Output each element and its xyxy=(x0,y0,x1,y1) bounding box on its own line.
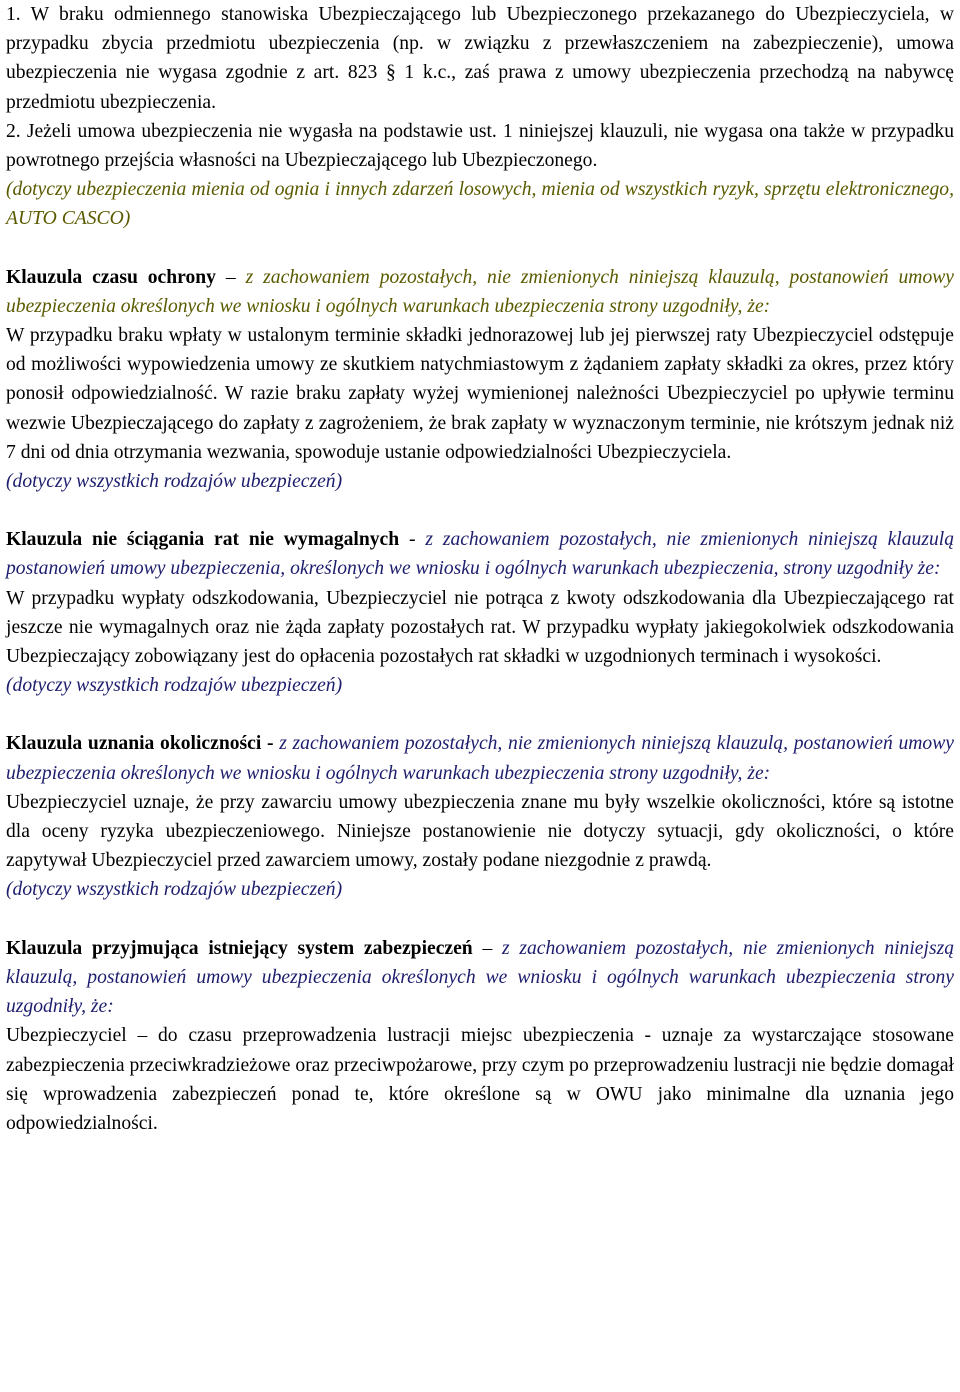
paragraph-1: 1. W braku odmiennego stanowiska Ubezpieczającego lub Ubezpieczonego przekazanego do Ubezpieczyciela, w przypadku zbycia przedmiotu ubezpieczenia (np. w związku z przewłaszczeniem na zabezpieczenie), umowa ubezpieczenia nie wygasa zgodnie z art. 823 § 1 k.c., zaś prawa z umowy ubezpieczenia przechodzą na nabywcę przedmiotu ubezpieczenia. xyxy=(6,4,954,113)
clause-body: Ubezpieczyciel – do czasu przeprowadzenia lustracji miejsc ubezpieczenia - uznaje za wystarczające stosowane zabezpieczenia przeciwkradzieżowe oraz przeciwpożarowe, przy czym po przeprowadzeniu lustracji nie będzie domagał się wprowadzenia zabezpieczeń ponad te, które określone są w OWU jako minimalne dla uznania jego odpowiedzialności. xyxy=(6,1025,954,1134)
paragraph-2: 2. Jeżeli umowa ubezpieczenia nie wygasła na podstawie ust. 1 niniejszej klauzuli, nie wygasa ona także w przypadku powrotnego przejścia własności na Ubezpieczającego lub Ubezpieczonego. xyxy=(6,120,954,172)
spacer xyxy=(6,234,954,263)
clause-separator: – xyxy=(472,937,502,959)
clause-separator: - xyxy=(399,529,426,551)
spacer xyxy=(6,905,954,934)
clause-heading xyxy=(6,934,954,1022)
clause-recognition-of-circumstances xyxy=(6,729,954,904)
clause-existing-security-system xyxy=(6,934,954,1138)
clause-time-of-protection xyxy=(6,263,954,497)
clause-intro: z zachowaniem pozostałych, nie zmienionych niniejszą klauzulą, postanowień umowy ubezpieczenia określonych we wniosku i ogólnych warunkach ubezpieczenia strony uzgodniły, że: xyxy=(6,266,955,317)
clause-intro: z zachowaniem pozostałych, nie zmienionych niniejszą klauzulą, postanowień umowy ubezpieczenia określonych we wniosku i ogólnych warunkach ubezpieczenia strony uzgodniły, że: xyxy=(6,937,954,1018)
clause-separator: - xyxy=(261,733,280,755)
clause-body: W przypadku braku wpłaty w ustalonym terminie składki jednorazowej lub jej pierwszej raty Ubezpieczyciel odstępuje od możliwości wypowiedzenia umowy ze skutkiem natychmiastowym z żądaniem zapłaty składki za okres, przez który ponosił odpowiedzialność. W razie braku zapłaty wyżej wymienionej należności Ubezpieczyciel po upływie terminu wezwie Ubezpieczającego do zapłaty z zagrożeniem, że brak zapłaty w wyznaczonym terminie, nie krótszym jednak niż 7 dni od dnia otrzymania wezwania, spowoduje ustanie odpowiedzialności Ubezpieczyciela. xyxy=(6,325,954,463)
applies-note: (dotyczy ubezpieczenia mienia od ognia i innych zdarzeń losowych, mienia od wszystkich ryzyk, sprzętu elektronicznego, AUTO CASCO) xyxy=(6,179,954,230)
clause-title: Klauzula czasu ochrony xyxy=(6,266,216,288)
clause-intro: z zachowaniem pozostałych, nie zmienionych niniejszą klauzulą postanowień umowy ubezpieczenia, określonych we wniosku i ogólnych warunkach ubezpieczenia, strony uzgodniły że: xyxy=(6,529,955,580)
clause-heading xyxy=(6,525,954,583)
spacer xyxy=(6,700,954,729)
clause-no-collection-of-installments xyxy=(6,525,954,700)
clause-applies: (dotyczy wszystkich rodzajów ubezpieczeń) xyxy=(6,471,343,493)
clause-title: Klauzula uznania okoliczności xyxy=(6,733,262,755)
clause-applies: (dotyczy wszystkich rodzajów ubezpieczeń) xyxy=(6,675,343,697)
clause-separator: – xyxy=(215,266,246,288)
clause-title: Klauzula przyjmująca istniejący system zabezpieczeń xyxy=(6,937,473,959)
clause-body: Ubezpieczyciel uznaje, że przy zawarciu umowy ubezpieczenia znane mu były wszelkie okoliczności, które są istotne dla oceny ryzyka ubezpieczeniowego. Niniejsze postanowienie nie dotyczy sytuacji, gdy okoliczności, o które zapytywał Ubezpieczyciel przed zawarciem umowy, zostały podane niezgodnie z prawdą. xyxy=(6,791,954,872)
clause-applies: (dotyczy wszystkich rodzajów ubezpieczeń) xyxy=(6,879,343,901)
clause-heading xyxy=(6,729,954,787)
clause-intro: z zachowaniem pozostałych, nie zmienionych niniejszą klauzulą, postanowień umowy ubezpieczenia określonych we wniosku i ogólnych warunkach ubezpieczenia strony uzgodniły, że: xyxy=(6,733,954,784)
clause-title: Klauzula nie ściągania rat nie wymagalnych xyxy=(6,529,400,551)
clause-heading xyxy=(6,263,954,321)
clause-body: W przypadku wypłaty odszkodowania, Ubezpieczyciel nie potrąca z kwoty odszkodowania dla Ubezpieczającego rat jeszcze nie wymagalnych oraz nie żąda zapłaty pozostałych rat. W przypadku wypłaty jakiegokolwiek odszkodowania Ubezpieczający zobowiązany jest do opłacenia pozostałych rat składki w uzgodnionych terminach i wysokości. xyxy=(6,587,954,668)
spacer xyxy=(6,496,954,525)
